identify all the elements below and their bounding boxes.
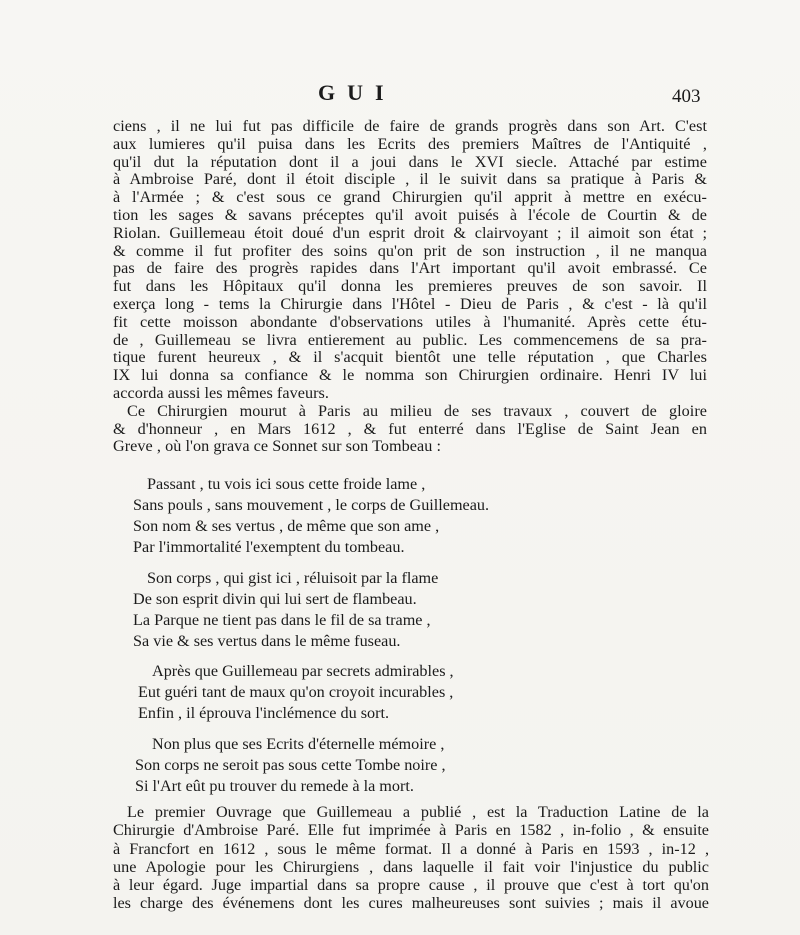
verse-line: Son corps , qui gist ici , réluisoit par la flame [147, 569, 439, 587]
text-line: & d'honneur , en Mars 1612 , & fut enterré dans l'Eglise de Saint Jean en [113, 419, 707, 438]
page-header [0, 80, 800, 110]
text-line: qu'il dut la réputation dont il a joui dans le XVI siecle. Attaché par estime [113, 152, 707, 171]
text-line: à Ambroise Paré, dont il étoit disciple , il le suivit dans sa pratique à Paris & [113, 170, 707, 189]
text-line: Ce Chirurgien mourut à Paris au milieu de ses travaux , couvert de gloire [127, 401, 707, 420]
verse-line: Enfin , il éprouva l'inclémence du sort. [138, 704, 390, 722]
text-line: exerça long - tems la Chirurgie dans l'Hôtel - Dieu de Paris , & c'est - là qu'il [113, 294, 707, 313]
text-line: à leur égard. Juge impartial dans sa propre cause , il prouve que c'est à tort qu'on [113, 876, 709, 895]
text-line: à l'Armée ; & c'est sous ce grand Chirurgien qu'il apprit à mettre en exécu- [113, 188, 707, 207]
verse-line: Sa vie & ses vertus dans le même fuseau. [133, 632, 401, 650]
text-line: Riolan. Guillemeau étoit doué d'un esprit droit & clairvoyant ; il aimoit son état ; [113, 223, 707, 242]
text-line: une Apologie pour les Chirurgiens , dans laquelle il fait voir l'injustice du public [113, 857, 709, 876]
paragraph-guillemeau-career [113, 118, 707, 456]
verse-line: Non plus que ses Ecrits d'éternelle mémoire , [152, 735, 445, 753]
text-line: IX lui donna sa confiance & le nomma son Chirurgien ordinaire. Henri IV lui [113, 366, 707, 385]
text-line: tique furent heureux , & il s'acquit bientôt une telle réputation , que Charles [113, 348, 707, 367]
text-line: tion les sages & savans préceptes qu'il avoit puisés à l'école de Courtin & de [113, 205, 707, 224]
page-number: 403 [672, 86, 701, 107]
verse-line: Son corps ne seroit pas sous cette Tombe noire , [135, 756, 446, 774]
verse-line: La Parque ne tient pas dans le fil de sa trame , [133, 611, 431, 629]
verse-line: Son nom & ses vertus , de même que son ame , [133, 517, 440, 535]
verse-line: Après que Guillemeau par secrets admirables , [152, 662, 454, 680]
text-line: fut dans les Hôpitaux qu'il donna les premieres preuves de son savoir. Il [113, 277, 707, 296]
verse-line: Sans pouls , sans mouvement , le corps de Guillemeau. [133, 496, 490, 514]
text-line: de , Guillemeau se livra entierement au public. Les commencemens de sa pra- [113, 330, 707, 349]
text-line: Le premier Ouvrage que Guillemeau a publié , est la Traduction Latine de la [127, 803, 709, 821]
verse-line: Eut guéri tant de maux qu'on croyoit incurables , [138, 683, 454, 701]
text-line: fit cette moisson abondante d'observations utiles à l'humanité. Après cette étu- [113, 312, 707, 331]
text-line: Chirurgie d'Ambroise Paré. Elle fut imprimée à Paris en 1582 , in-folio , & ensuite [113, 821, 709, 840]
verse-line: De son esprit divin qui lui sert de flambeau. [133, 590, 417, 608]
verse-line: Si l'Art eût pu trouver du remede à la mort. [135, 777, 414, 795]
running-title: GUI [318, 80, 396, 105]
text-line: accorda aussi les mêmes faveurs. [113, 383, 329, 402]
verse-line: Passant , tu vois ici sous cette froide lame , [147, 475, 426, 493]
text-line: Greve , où l'on grava ce Sonnet sur son Tombeau : [113, 437, 442, 456]
paragraph-first-works [113, 803, 709, 913]
verse-line: Par l'immortalité l'exemptent du tombeau. [133, 538, 405, 556]
text-line: & comme il fut profiter des soins qu'on prit de son instruction , il ne manqua [113, 241, 707, 260]
text-line: ciens , il ne lui fut pas difficile de faire de grands progrès dans son Art. C'est [113, 117, 707, 135]
text-line: pas de faire des progrès rapides dans l'Art important qu'il avoit embrassé. Ce [113, 259, 707, 278]
text-line: les charge des événemens dont les cures malheureuses sont suivies ; mais il avoue [113, 894, 709, 913]
text-line: aux lumieres qu'il puisa dans les Ecrits des premiers Maîtres de l'Antiquité , [113, 134, 707, 153]
text-line: à Francfort en 1612 , sous le même format. Il a donné à Paris en 1593 , in-12 , [113, 839, 709, 858]
